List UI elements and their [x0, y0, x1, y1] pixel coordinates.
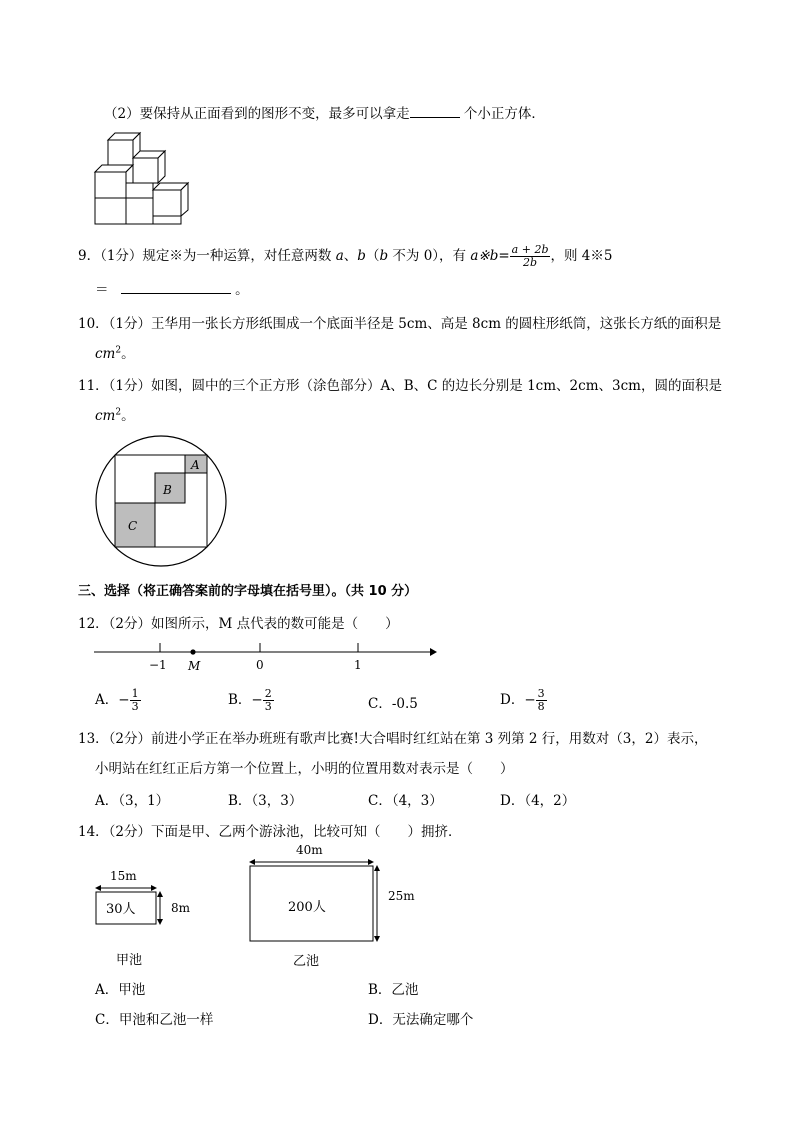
q14-option-b[interactable]: B．乙池	[368, 982, 419, 998]
q9-line2: ＝ 。	[95, 282, 249, 298]
q13-option-b[interactable]: B．（3，3）	[228, 793, 303, 809]
pool-a-name: 甲池	[116, 953, 143, 968]
label-neg1: −1	[149, 658, 167, 672]
section3-title: 三、选择（将正确答案前的字母填在括号里）。（共 10 分）	[78, 584, 418, 599]
pool-diagram	[88, 840, 428, 970]
q12-option-a[interactable]: A．− $\frac{1}{3}$	[95, 687, 139, 713]
point-m	[190, 649, 195, 654]
cube-face	[133, 158, 158, 183]
q12-stem: 12．（2分）如图所示，M 点代表的数可能是（ ）	[78, 616, 399, 632]
q14-option-c[interactable]: C．甲池和乙池一样	[95, 1012, 214, 1028]
q13-option-d[interactable]: D．（4，2）	[500, 793, 576, 809]
label-b: B	[163, 483, 172, 497]
q9-fraction: $\frac{a + 2b}{2b}$	[511, 243, 549, 269]
q12-option-b[interactable]: B．− $\frac{2}{3}$	[228, 687, 272, 713]
q13-option-a[interactable]: A．（3，1）	[95, 793, 170, 809]
answer-blank[interactable]	[121, 293, 231, 294]
q14-option-d[interactable]: D．无法确定哪个	[368, 1012, 474, 1028]
q10-line1: 10．（1分）王华用一张长方形纸围成一个底面半径是 5cm、高是 8cm 的圆柱形纸筒，这张长方纸的面积是	[78, 316, 722, 332]
label-c: C	[128, 519, 138, 533]
q14-stem: 14．（2分）下面是甲、乙两个游泳池，比较可知（ ）拥挤．	[78, 824, 462, 840]
pool-b-people: 200人	[288, 900, 326, 915]
q12-option-d[interactable]: D．− $\frac{3}{8}$	[500, 687, 545, 713]
cube-face	[108, 140, 133, 165]
pool-b-width-label: 40m	[296, 843, 323, 857]
q8-part2-text: （2）要保持从正面看到的图形不变，最多可以拿走 个小正方体．	[104, 106, 545, 122]
pool-b-name: 乙池	[293, 954, 320, 969]
q14-option-a[interactable]: A．甲池	[95, 982, 146, 998]
label-m: M	[188, 659, 201, 673]
label-zero: 0	[256, 658, 264, 672]
label-a: A	[191, 458, 200, 472]
q10-line2: $cm^2$。	[95, 345, 135, 362]
number-line	[92, 638, 437, 674]
cube-face	[95, 198, 126, 224]
q13-line1: 13．（2分）前进小学正在举办班班有歌声比赛!大合唱时红红站在第 3 列第 2 行，用数对（3，2）表示，	[78, 731, 708, 747]
cube-face	[153, 216, 181, 224]
q13-option-c[interactable]: C．（4，3）	[368, 793, 443, 809]
axis-arrow	[430, 648, 437, 656]
pool-a-height-label: 8m	[171, 901, 191, 915]
label-one: 1	[354, 658, 362, 672]
q11-line1: 11．（1分）如图，圆中的三个正方形（涂色部分）A、B、C 的边长分别是 1cm、2cm、3cm，圆的面积是	[78, 378, 722, 394]
pool-a-people: 30人	[106, 902, 136, 917]
circle-squares-figure	[93, 433, 229, 569]
cube-face	[153, 190, 181, 216]
cube-face	[126, 198, 153, 224]
cube-figure	[90, 128, 195, 228]
answer-blank[interactable]	[410, 117, 460, 118]
pool-a-width-label: 15m	[110, 869, 137, 883]
pool-b-height-label: 25m	[388, 889, 415, 903]
q12-option-c[interactable]: C．-0.5	[368, 696, 418, 712]
q13-line2: 小明站在红红正后方第一个位置上，小明的位置用数对表示是（ ）	[95, 761, 514, 777]
q9-line1: 9．（1分）规定※为一种运算，对任意两数 a、b（b 不为 0），有 a※b= $\frac{a + 2b}{2b}$ ，则 4※5	[78, 243, 613, 269]
q11-line2: $cm^2$。	[95, 407, 135, 424]
cube-face	[95, 172, 126, 198]
cube-face	[126, 183, 153, 199]
